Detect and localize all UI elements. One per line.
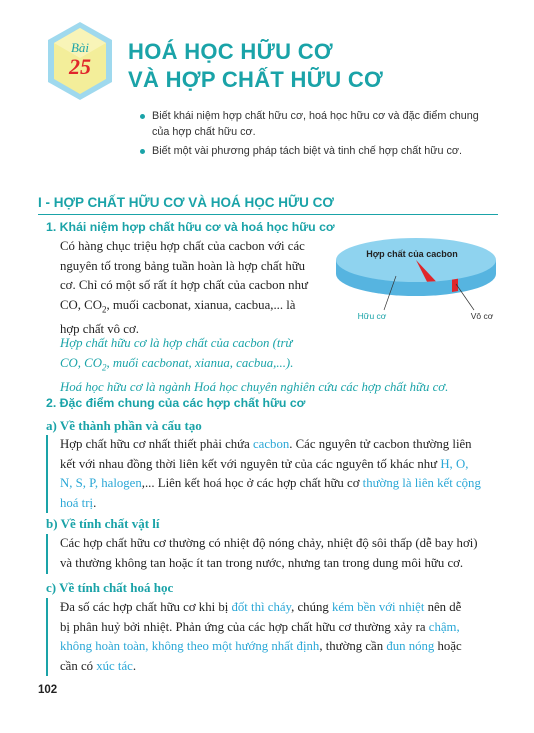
text-run: . — [132, 658, 137, 673]
text-run: , chúng — [291, 600, 332, 614]
paragraph — [60, 435, 506, 513]
text-line — [60, 435, 506, 455]
page-number: 102 — [38, 684, 58, 696]
section-title: I - HỢP CHẤT HỮU CƠ VÀ HOÁ HỌC HỮU CƠ — [38, 195, 334, 210]
highlight-term: N, S, P, halogen — [60, 476, 142, 490]
point-heading: b) Về tính chất vật lí — [46, 516, 160, 531]
highlight-term: thường là liên kết cộng — [362, 476, 481, 490]
text-run: bị phân huỷ bởi nhiệt. Phản ứng của các hợp chất hữu cơ thường xảy ra — [60, 619, 429, 634]
text-run: ,... Liên kết hoá học ở các hợp chất hữu cơ — [141, 476, 363, 490]
accent-bar — [46, 435, 48, 513]
text-run: cần có — [60, 658, 97, 673]
highlight-term: đốt thì cháy — [231, 600, 292, 614]
text-line: Hợp chất hữu cơ là hợp chất của cacbon (trừ — [60, 336, 293, 350]
highlight-term: kém bền với nhiệt — [331, 600, 425, 614]
text-run: . — [93, 495, 97, 510]
paragraph — [60, 534, 506, 573]
text-line — [60, 474, 506, 494]
text-run: hoặc — [434, 639, 462, 653]
definition — [60, 334, 448, 397]
highlight-term: xúc tác — [96, 658, 133, 673]
objective-item — [152, 108, 479, 140]
text-line: hợp chất vô cơ. — [60, 321, 139, 336]
lesson-title — [128, 38, 383, 94]
pie-chart — [334, 236, 498, 322]
accent-bar — [46, 598, 48, 676]
point-heading: a) Về thành phần và cấu tạo — [46, 418, 202, 433]
slice-label-inorganic: Vô cơ — [470, 311, 494, 321]
text-run: , muối cacbonat, xianua, cacbua,... là — [106, 297, 296, 312]
text-line: Có hàng chục triệu hợp chất của cacbon với các — [60, 239, 305, 253]
section-divider — [38, 214, 498, 215]
highlight-term: cacbon — [253, 437, 290, 451]
badge-number: 25 — [69, 54, 91, 79]
text-run: Đa số các hợp chất hữu cơ khi bị — [60, 600, 232, 614]
text-line — [60, 637, 506, 657]
objective-text: Biết một vài phương pháp tách biệt và tinh chế hợp chất hữu cơ. — [152, 145, 462, 157]
text-run: CO, CO — [60, 355, 102, 370]
text-line: và thường không tan hoặc ít tan trong nước, nhưng tan trong dung môi hữu cơ. — [60, 555, 464, 570]
text-line — [60, 598, 506, 618]
text-line — [60, 354, 448, 378]
text-line: Hoá học hữu cơ là ngành Hoá học chuyên nghiên cứu các hợp chất hữu cơ. — [60, 379, 449, 394]
text-run: Hợp chất hữu cơ nhất thiết phải chứa — [60, 437, 253, 451]
highlight-term: H, O, — [440, 456, 469, 471]
bullet-icon — [140, 149, 145, 154]
highlight-term: không hoàn toàn, không theo một hướng nhất định — [60, 639, 320, 653]
lesson-title-line2: VÀ HỢP CHẤT HỮU CƠ — [128, 67, 384, 92]
objective-text: Biết khái niệm hợp chất hữu cơ, hoá học hữu cơ và đặc điểm chung — [152, 110, 479, 122]
badge-word: Bài — [70, 40, 90, 55]
paragraph — [60, 598, 506, 676]
text-run: . Các nguyên tử cacbon thường liên — [289, 437, 472, 451]
text-run: , thường cần — [319, 639, 387, 653]
text-run: CO, CO — [60, 297, 102, 312]
text-line: Các hợp chất hữu cơ thường có nhiệt độ nóng chảy, nhiệt độ sôi thấp (dễ bay hơi) — [60, 536, 478, 550]
text-run: , muối cacbonat, xianua, cacbua,...). — [106, 355, 294, 370]
text-run: kết với nhau đồng thời liên kết với nguyên tử của các nguyên tố khác như — [60, 456, 441, 471]
text-line — [60, 618, 506, 638]
subsection-heading: 1. Khái niệm hợp chất hữu cơ và hoá học hữu cơ — [46, 220, 335, 234]
text-line: nguyên tố trong bảng tuần hoàn là hợp chất hữu — [60, 258, 306, 273]
paragraph — [60, 237, 332, 339]
text-line — [60, 296, 332, 320]
objective-item — [152, 143, 462, 159]
point-heading: c) Về tính chất hoá học — [46, 580, 174, 595]
text-line — [60, 455, 506, 475]
text-run: nên dễ — [424, 600, 462, 614]
highlight-term: chậm, — [428, 619, 460, 634]
objective-text: của hợp chất hữu cơ. — [152, 126, 256, 138]
subscript: 2 — [101, 362, 107, 373]
text-line: cơ. Chỉ có một số rất ít hợp chất của cacbon như — [60, 278, 308, 292]
text-line — [60, 657, 506, 677]
slice-label-organic: Hữu cơ — [357, 311, 387, 321]
highlight-term: đun nóng — [386, 639, 435, 653]
accent-bar — [46, 534, 48, 574]
subscript: 2 — [101, 304, 107, 315]
lesson-title-line1: HOÁ HỌC HỮU CƠ — [128, 39, 333, 64]
bullet-icon — [140, 114, 145, 119]
subsection-heading: 2. Đặc điểm chung của các hợp chất hữu cơ — [46, 396, 306, 410]
pie-title: Hợp chất của cacbon — [366, 249, 458, 259]
text-line — [60, 494, 506, 514]
highlight-term: hoá trị — [60, 495, 94, 510]
